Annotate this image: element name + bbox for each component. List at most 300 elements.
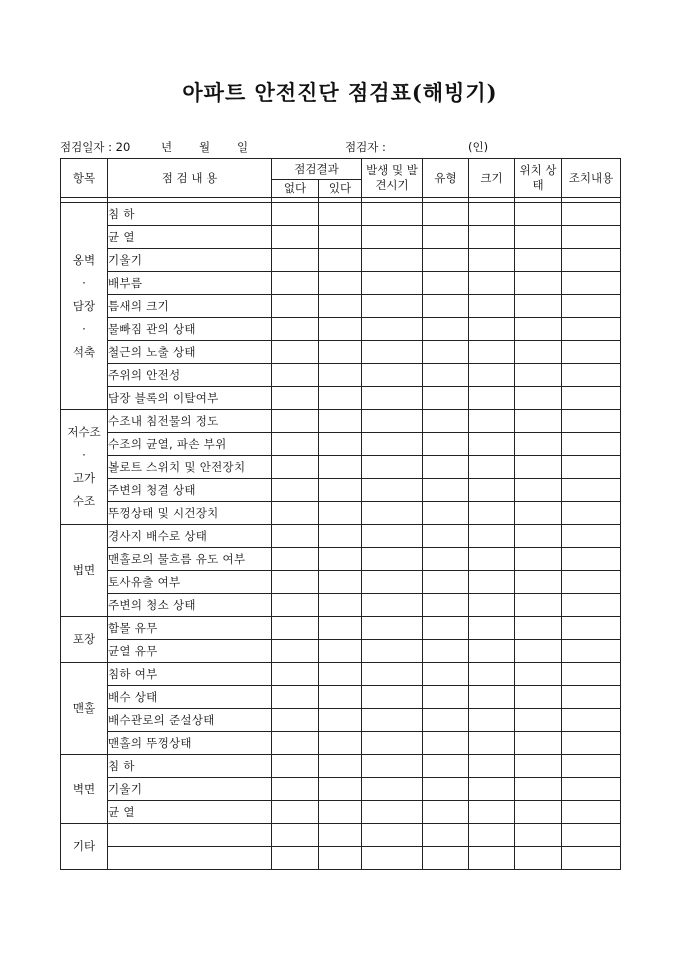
location-cell[interactable] [515, 778, 562, 801]
check-item-label: 토사유출 여부 [108, 571, 272, 594]
occurrence-cell[interactable] [362, 801, 423, 824]
result-none-cell[interactable] [272, 847, 319, 870]
type-cell[interactable] [423, 341, 469, 364]
location-cell[interactable] [515, 226, 562, 249]
result-yes-cell[interactable] [319, 686, 362, 709]
location-cell[interactable] [515, 249, 562, 272]
page-title: 아파트 안전진단 점검표(해빙기) [182, 80, 498, 105]
type-cell[interactable] [423, 272, 469, 295]
category-label: · [82, 275, 86, 290]
location-cell[interactable] [515, 709, 562, 732]
size-cell[interactable] [469, 801, 515, 824]
result-none-cell[interactable] [272, 341, 319, 364]
size-cell[interactable] [469, 755, 515, 778]
header-result-yes: 있다 [319, 180, 362, 198]
check-item-label: 철근의 노출 상태 [108, 341, 272, 364]
type-cell[interactable] [423, 364, 469, 387]
table-body [61, 198, 621, 870]
inspector-label: 점검자 : [345, 140, 386, 154]
table-row [61, 847, 621, 870]
type-cell[interactable] [423, 433, 469, 456]
size-cell[interactable] [469, 571, 515, 594]
action-cell[interactable] [562, 249, 621, 272]
size-cell[interactable] [469, 548, 515, 571]
occurrence-cell[interactable] [362, 571, 423, 594]
result-yes-cell[interactable] [319, 847, 362, 870]
action-cell[interactable] [562, 663, 621, 686]
category-label: 수조 [72, 494, 96, 508]
check-item-label: 침 하 [108, 755, 272, 778]
size-cell[interactable] [469, 732, 515, 755]
check-item-label: 기울기 [108, 778, 272, 801]
action-cell[interactable] [562, 456, 621, 479]
type-cell[interactable] [423, 571, 469, 594]
check-item-label: 균 열 [108, 226, 272, 249]
size-cell[interactable] [469, 410, 515, 433]
occurrence-cell[interactable] [362, 548, 423, 571]
result-yes-cell[interactable] [319, 318, 362, 341]
result-yes-cell[interactable] [319, 709, 362, 732]
size-cell[interactable] [469, 594, 515, 617]
occurrence-cell[interactable] [362, 203, 423, 226]
check-item-label: 균 열 [108, 801, 272, 824]
type-cell[interactable] [423, 226, 469, 249]
result-none-cell[interactable] [272, 732, 319, 755]
result-yes-cell[interactable] [319, 778, 362, 801]
size-cell[interactable] [469, 502, 515, 525]
location-cell[interactable] [515, 456, 562, 479]
table-row [61, 640, 621, 663]
check-item-label: 주변의 청소 상태 [108, 594, 272, 617]
occurrence-cell[interactable] [362, 318, 423, 341]
result-yes-cell[interactable] [319, 755, 362, 778]
location-cell[interactable] [515, 801, 562, 824]
check-item-label: 침하 여부 [108, 663, 272, 686]
result-none-cell[interactable] [272, 502, 319, 525]
table-row [61, 318, 621, 341]
check-item-label: 기울기 [108, 249, 272, 272]
occurrence-cell[interactable] [362, 778, 423, 801]
result-none-cell[interactable] [272, 801, 319, 824]
result-none-cell[interactable] [272, 226, 319, 249]
action-cell[interactable] [562, 732, 621, 755]
type-cell[interactable] [423, 410, 469, 433]
table-row [61, 686, 621, 709]
action-cell[interactable] [562, 801, 621, 824]
type-cell[interactable] [423, 548, 469, 571]
category-label: 옹벽 [72, 252, 96, 267]
occurrence-cell[interactable] [362, 525, 423, 548]
action-cell[interactable] [562, 387, 621, 410]
result-yes-cell[interactable] [319, 663, 362, 686]
check-item-label: 주변의 청결 상태 [108, 479, 272, 502]
type-cell[interactable] [423, 755, 469, 778]
type-cell[interactable] [423, 249, 469, 272]
occurrence-cell[interactable] [362, 272, 423, 295]
type-cell[interactable] [423, 594, 469, 617]
size-cell[interactable] [469, 778, 515, 801]
result-yes-cell[interactable] [319, 364, 362, 387]
category-cell [61, 410, 108, 525]
check-item-label: 경사지 배수로 상태 [108, 525, 272, 548]
occurrence-cell[interactable] [362, 663, 423, 686]
location-cell[interactable] [515, 272, 562, 295]
occurrence-cell[interactable] [362, 295, 423, 318]
type-cell[interactable] [423, 479, 469, 502]
result-none-cell[interactable] [272, 525, 319, 548]
result-yes-cell[interactable] [319, 732, 362, 755]
category-label: 담장 [72, 298, 96, 313]
type-cell[interactable] [423, 456, 469, 479]
action-cell[interactable] [562, 571, 621, 594]
check-item-label: 담장 블록의 이탈여부 [108, 387, 272, 410]
result-none-cell[interactable] [272, 709, 319, 732]
result-none-cell[interactable] [272, 203, 319, 226]
table-row [61, 663, 621, 686]
table-row [61, 410, 621, 433]
size-cell[interactable] [469, 847, 515, 870]
header-action: 조치내용 [562, 159, 621, 198]
location-cell[interactable] [515, 433, 562, 456]
table-row [61, 456, 621, 479]
check-item-label: 뚜껑상태 및 시건장치 [108, 502, 272, 525]
result-yes-cell[interactable] [319, 387, 362, 410]
location-cell[interactable] [515, 824, 562, 847]
table-row [61, 525, 621, 548]
size-cell[interactable] [469, 525, 515, 548]
result-none-cell[interactable] [272, 824, 319, 847]
action-cell[interactable] [562, 824, 621, 847]
result-none-cell[interactable] [272, 571, 319, 594]
year-label: 년 [161, 140, 173, 154]
category-cell [61, 525, 108, 617]
location-cell[interactable] [515, 364, 562, 387]
action-cell[interactable] [562, 341, 621, 364]
check-item-label: 물빠짐 관의 상태 [108, 318, 272, 341]
occurrence-cell[interactable] [362, 617, 423, 640]
action-cell[interactable] [562, 778, 621, 801]
result-none-cell[interactable] [272, 479, 319, 502]
size-cell[interactable] [469, 272, 515, 295]
result-none-cell[interactable] [272, 295, 319, 318]
occurrence-cell[interactable] [362, 502, 423, 525]
table-row [61, 502, 621, 525]
inspection-table [60, 158, 621, 870]
location-cell[interactable] [515, 571, 562, 594]
category-cell [61, 755, 108, 824]
table-row [61, 824, 621, 847]
action-cell[interactable] [562, 318, 621, 341]
header-content: 점 검 내 용 [108, 159, 272, 198]
result-none-cell[interactable] [272, 364, 319, 387]
header-occurrence: 발생 및 발견시기 [362, 159, 423, 198]
size-cell[interactable] [469, 663, 515, 686]
category-label: 포장 [72, 632, 96, 646]
occurrence-cell[interactable] [362, 341, 423, 364]
location-cell[interactable] [515, 594, 562, 617]
result-none-cell[interactable] [272, 249, 319, 272]
location-cell[interactable] [515, 617, 562, 640]
result-none-cell[interactable] [272, 663, 319, 686]
action-cell[interactable] [562, 502, 621, 525]
type-cell[interactable] [423, 203, 469, 226]
check-item-label: 맨홀의 뚜껑상태 [108, 732, 272, 755]
size-cell[interactable] [469, 318, 515, 341]
location-cell[interactable] [515, 203, 562, 226]
table-row [61, 249, 621, 272]
category-label: 맨홀 [72, 701, 96, 715]
action-cell[interactable] [562, 548, 621, 571]
occurrence-cell[interactable] [362, 732, 423, 755]
check-item-label: 침 하 [108, 203, 272, 226]
table-row [61, 387, 621, 410]
location-cell[interactable] [515, 341, 562, 364]
size-cell[interactable] [469, 617, 515, 640]
check-item-label: 볼로트 스위치 및 안전장치 [108, 456, 272, 479]
occurrence-cell[interactable] [362, 387, 423, 410]
size-cell[interactable] [469, 479, 515, 502]
occurrence-cell[interactable] [362, 709, 423, 732]
action-cell[interactable] [562, 226, 621, 249]
occurrence-cell[interactable] [362, 433, 423, 456]
result-yes-cell[interactable] [319, 479, 362, 502]
occurrence-cell[interactable] [362, 479, 423, 502]
size-cell[interactable] [469, 295, 515, 318]
action-cell[interactable] [562, 410, 621, 433]
location-cell[interactable] [515, 640, 562, 663]
inspection-date-label: 점검일자 : 20 [60, 140, 131, 154]
result-yes-cell[interactable] [319, 249, 362, 272]
type-cell[interactable] [423, 617, 469, 640]
header-result-none: 없다 [272, 180, 319, 198]
header-type: 유형 [423, 159, 469, 198]
action-cell[interactable] [562, 295, 621, 318]
result-yes-cell[interactable] [319, 548, 362, 571]
result-none-cell[interactable] [272, 272, 319, 295]
size-cell[interactable] [469, 433, 515, 456]
type-cell[interactable] [423, 801, 469, 824]
size-cell[interactable] [469, 226, 515, 249]
result-none-cell[interactable] [272, 387, 319, 410]
check-item-label [108, 847, 272, 870]
result-none-cell[interactable] [272, 318, 319, 341]
occurrence-cell[interactable] [362, 456, 423, 479]
table-row [61, 548, 621, 571]
occurrence-cell[interactable] [362, 640, 423, 663]
result-yes-cell[interactable] [319, 456, 362, 479]
category-cell [61, 663, 108, 755]
result-none-cell[interactable] [272, 548, 319, 571]
category-cell [61, 824, 108, 870]
type-cell[interactable] [423, 709, 469, 732]
category-label: 기타 [72, 839, 96, 853]
header-size: 크기 [469, 159, 515, 198]
occurrence-cell[interactable] [362, 847, 423, 870]
size-cell[interactable] [469, 341, 515, 364]
check-item-label: 수조의 균열, 파손 부위 [108, 433, 272, 456]
result-none-cell[interactable] [272, 410, 319, 433]
location-cell[interactable] [515, 732, 562, 755]
location-cell[interactable] [515, 755, 562, 778]
occurrence-cell[interactable] [362, 824, 423, 847]
result-yes-cell[interactable] [319, 341, 362, 364]
check-item-label: 배수관로의 준설상태 [108, 709, 272, 732]
category-label: 저수조 [67, 425, 101, 439]
type-cell[interactable] [423, 295, 469, 318]
type-cell[interactable] [423, 387, 469, 410]
table-row [61, 732, 621, 755]
type-cell[interactable] [423, 686, 469, 709]
result-none-cell[interactable] [272, 594, 319, 617]
table-row [61, 272, 621, 295]
table-row [61, 341, 621, 364]
occurrence-cell[interactable] [362, 686, 423, 709]
category-label: · [82, 448, 86, 462]
category-label: 고가 [72, 471, 96, 485]
result-yes-cell[interactable] [319, 594, 362, 617]
location-cell[interactable] [515, 847, 562, 870]
category-cell [61, 203, 108, 410]
type-cell[interactable] [423, 318, 469, 341]
result-none-cell[interactable] [272, 640, 319, 663]
size-cell[interactable] [469, 249, 515, 272]
result-yes-cell[interactable] [319, 272, 362, 295]
location-cell[interactable] [515, 548, 562, 571]
type-cell[interactable] [423, 525, 469, 548]
result-none-cell[interactable] [272, 433, 319, 456]
result-none-cell[interactable] [272, 778, 319, 801]
occurrence-cell[interactable] [362, 226, 423, 249]
occurrence-cell[interactable] [362, 364, 423, 387]
result-yes-cell[interactable] [319, 640, 362, 663]
type-cell[interactable] [423, 778, 469, 801]
action-cell[interactable] [562, 617, 621, 640]
location-cell[interactable] [515, 410, 562, 433]
result-yes-cell[interactable] [319, 410, 362, 433]
result-yes-cell[interactable] [319, 203, 362, 226]
type-cell[interactable] [423, 847, 469, 870]
location-cell[interactable] [515, 318, 562, 341]
result-yes-cell[interactable] [319, 226, 362, 249]
occurrence-cell[interactable] [362, 594, 423, 617]
seal-label: (인) [468, 140, 489, 154]
category-label: 석축 [72, 344, 96, 359]
size-cell[interactable] [469, 640, 515, 663]
action-cell[interactable] [562, 479, 621, 502]
location-cell[interactable] [515, 387, 562, 410]
table-row [61, 778, 621, 801]
occurrence-cell[interactable] [362, 249, 423, 272]
location-cell[interactable] [515, 686, 562, 709]
header-category: 항목 [61, 159, 108, 198]
table-row [61, 364, 621, 387]
check-item-label: 주위의 안전성 [108, 364, 272, 387]
type-cell[interactable] [423, 824, 469, 847]
table-row [61, 594, 621, 617]
table-row [61, 571, 621, 594]
day-label: 일 [237, 140, 249, 154]
size-cell[interactable] [469, 203, 515, 226]
action-cell[interactable] [562, 755, 621, 778]
result-yes-cell[interactable] [319, 617, 362, 640]
check-item-label: 틈새의 크기 [108, 295, 272, 318]
size-cell[interactable] [469, 364, 515, 387]
location-cell[interactable] [515, 479, 562, 502]
result-yes-cell[interactable] [319, 433, 362, 456]
location-cell[interactable] [515, 525, 562, 548]
action-cell[interactable] [562, 594, 621, 617]
size-cell[interactable] [469, 387, 515, 410]
month-label: 월 [199, 140, 211, 154]
table-row [61, 479, 621, 502]
table-row [61, 617, 621, 640]
table-row [61, 203, 621, 226]
location-cell[interactable] [515, 502, 562, 525]
category-label: 벽면 [72, 781, 96, 796]
action-cell[interactable] [562, 525, 621, 548]
result-yes-cell[interactable] [319, 502, 362, 525]
check-item-label: 배부름 [108, 272, 272, 295]
result-yes-cell[interactable] [319, 801, 362, 824]
location-cell[interactable] [515, 295, 562, 318]
header-location: 위치 상태 [515, 159, 562, 198]
table-row [61, 801, 621, 824]
location-cell[interactable] [515, 663, 562, 686]
check-item-label: 맨홀로의 물흐름 유도 여부 [108, 548, 272, 571]
result-none-cell[interactable] [272, 456, 319, 479]
action-cell[interactable] [562, 709, 621, 732]
type-cell[interactable] [423, 663, 469, 686]
category-label: 법면 [72, 563, 96, 577]
result-yes-cell[interactable] [319, 295, 362, 318]
table-row [61, 433, 621, 456]
occurrence-cell[interactable] [362, 755, 423, 778]
type-cell[interactable] [423, 502, 469, 525]
action-cell[interactable] [562, 364, 621, 387]
result-none-cell[interactable] [272, 617, 319, 640]
occurrence-cell[interactable] [362, 410, 423, 433]
result-yes-cell[interactable] [319, 824, 362, 847]
action-cell[interactable] [562, 203, 621, 226]
check-item-label: 배수 상태 [108, 686, 272, 709]
action-cell[interactable] [562, 686, 621, 709]
action-cell[interactable] [562, 640, 621, 663]
size-cell[interactable] [469, 824, 515, 847]
table-row [61, 755, 621, 778]
check-item-label [108, 824, 272, 847]
action-cell[interactable] [562, 433, 621, 456]
result-none-cell[interactable] [272, 686, 319, 709]
result-yes-cell[interactable] [319, 571, 362, 594]
header-result: 점검결과 [272, 159, 362, 180]
check-item-label: 수조내 침전물의 정도 [108, 410, 272, 433]
table-row [61, 226, 621, 249]
table-row [61, 295, 621, 318]
result-yes-cell[interactable] [319, 525, 362, 548]
check-item-label: 균열 유무 [108, 640, 272, 663]
type-cell[interactable] [423, 640, 469, 663]
size-cell[interactable] [469, 686, 515, 709]
action-cell[interactable] [562, 847, 621, 870]
size-cell[interactable] [469, 456, 515, 479]
type-cell[interactable] [423, 732, 469, 755]
category-cell [61, 617, 108, 663]
size-cell[interactable] [469, 709, 515, 732]
action-cell[interactable] [562, 272, 621, 295]
result-none-cell[interactable] [272, 755, 319, 778]
table-row [61, 709, 621, 732]
check-item-label: 함몰 유무 [108, 617, 272, 640]
